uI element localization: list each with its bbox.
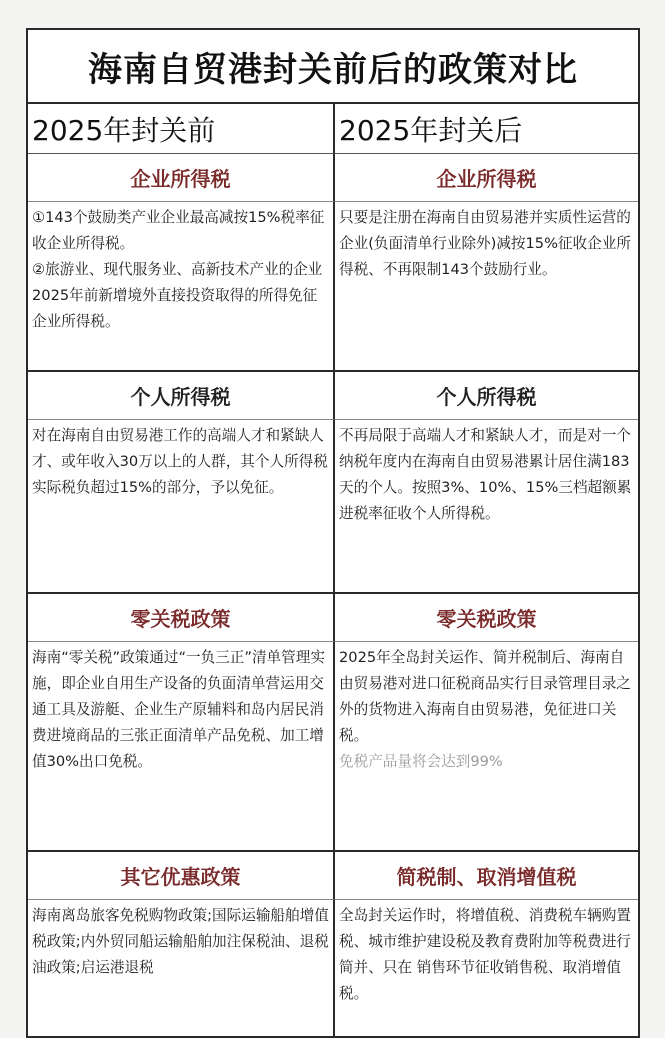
section-heading-income-tax-after: 个人所得税 [335,372,638,420]
other-policies-text [28,900,335,1038]
simplified-tax-text [335,900,638,1038]
section-heading-other-policies: 其它优惠政策 [28,852,335,900]
section-heading-zero-tariff-before: 零关税政策 [28,594,335,642]
section-heading-simplified-tax: 简税制、取消增值税 [335,852,638,900]
section-heading-zero-tariff-after: 零关税政策 [335,594,638,642]
paragraph: 海南离岛旅客免税购物政策;国际运输船舶增值税政策;内外贸同船运输船舶加注保税油、退税油政策;启运港退税 [32,907,329,976]
zero-tariff-after-text [335,642,638,852]
section-heading-corporate-tax-after: 企业所得税 [335,154,638,202]
paragraph: ①143个鼓励类产业企业最高减按15%税率征收企业所得税。 [32,209,325,252]
income-tax-after-text [335,420,638,594]
policy-comparison-table [26,28,640,1038]
column-header-before: 2025年封关前 [28,104,335,154]
paragraph: 对在海南自由贸易港工作的高端人才和紧缺人才、或年收入30万以上的人群，其个人所得税实际税负超过15%的部分，予以免征。 [32,427,328,496]
column-header-after: 2025年封关后 [335,104,638,154]
corporate-tax-after-text [335,202,638,372]
income-tax-before-text [28,420,335,594]
paragraph: 海南“零关税”政策通过“一负三正”清单管理实施，即企业自用生产设备的负面清单营运用交通工具及游艇、企业生产原辅料和岛内居民消费进境商品的三张正面清单产品免税、加工增值30%出口免税。 [32,649,325,770]
paragraph: 不再局限于高端人才和紧缺人才，而是对一个纳税年度内在海南自由贸易港累计居住满183天的个人。按照3%、10%、15%三档超额累进税率征收个人所得税。 [339,427,632,522]
section-heading-income-tax-before: 个人所得税 [28,372,335,420]
zero-tariff-before-text [28,642,335,852]
corporate-tax-before-text [28,202,335,372]
paragraph: 全岛封关运作时，将增值税、消费税车辆购置税、城市维护建设税及教育费附加等税费进行简并、只在 销售环节征收销售税、取消增值税。 [339,907,631,1002]
comparison-grid [28,104,638,1038]
paragraph: ②旅游业、现代服务业、高新技术产业的企业2025年前新增境外直接投资取得的所得免征企业所得税。 [32,261,323,330]
paragraph-faded: 免税产品量将会达到99% [339,753,503,770]
page-title: 海南自贸港封关前后的政策对比 [28,30,638,104]
paragraph: 2025年全岛封关运作、简并税制后、海南自由贸易港对进口征税商品实行目录管理目录之外的货物进入海南自由贸易港，免征进口关税。 [339,649,631,744]
section-heading-corporate-tax-before: 企业所得税 [28,154,335,202]
paragraph: 只要是注册在海南自由贸易港并实质性运营的企业(负面清单行业除外)减按15%征收企业所得税、不再限制143个鼓励行业。 [339,209,631,278]
